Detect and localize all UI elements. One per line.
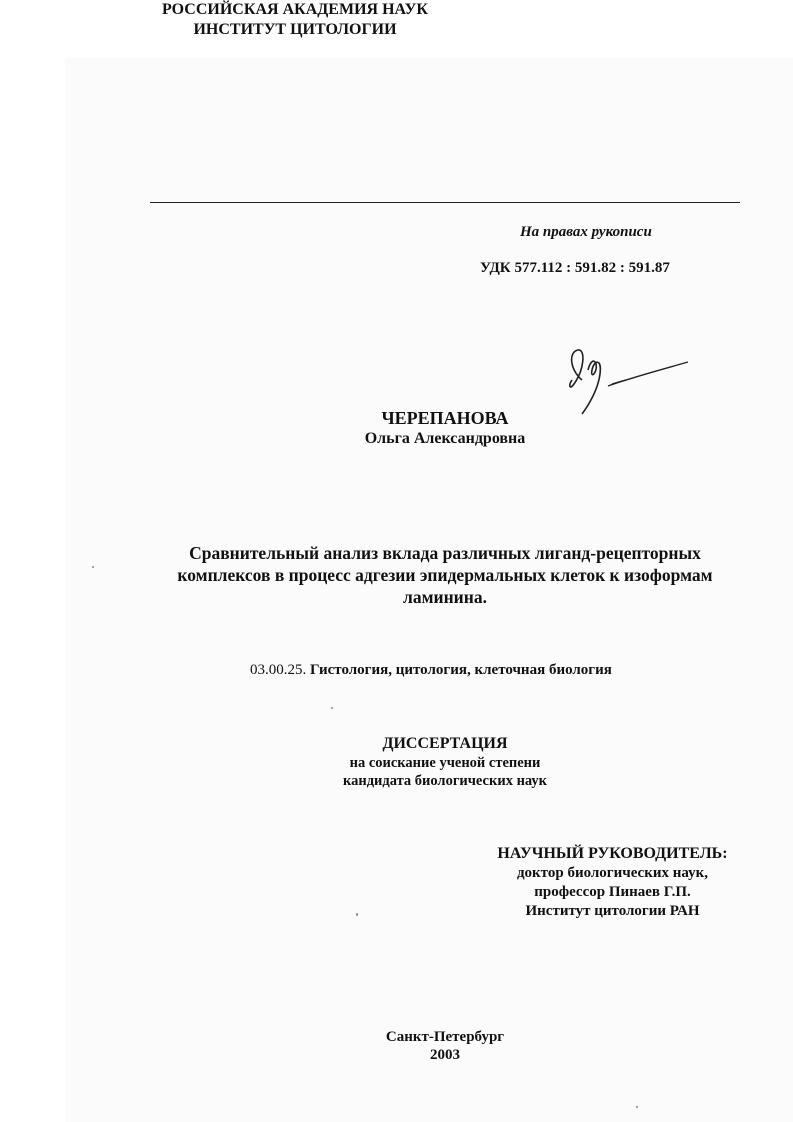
academy-name: РОССИЙСКАЯ АКАДЕМИЯ НАУК: [161, 1, 428, 18]
supervisor-affiliation: Институт цитологии РАН: [525, 903, 700, 919]
institute-name: ИНСТИТУТ ЦИТОЛОГИИ: [193, 21, 397, 38]
udk-code: УДК 577.112 : 591.82 : 591.87: [480, 260, 670, 276]
specialty: [250, 662, 612, 679]
scan-speck: [92, 566, 94, 568]
title-line: комплексов в процесс адгезии эпидермальных клеток к изоформам: [177, 565, 713, 585]
scan-speck: [636, 1106, 638, 1108]
author-given-names: Ольга Александровна: [364, 430, 526, 447]
header-rule: [150, 202, 740, 203]
thesis-degree: кандидата биологических наук: [342, 773, 548, 789]
supervisor-name: профессор Пинаев Г.П.: [534, 884, 691, 900]
dissertation-title: [100, 542, 790, 608]
scan-speck: [356, 913, 358, 916]
supervisor-block: [480, 844, 745, 921]
title-line: Сравнительный анализ вклада различных лиганд-рецепторных: [189, 543, 701, 563]
institution-header: [0, 0, 590, 40]
year: 2003: [430, 1047, 460, 1063]
specialty-name: Гистология, цитология, клеточная биология: [310, 662, 612, 678]
scan-speck: [331, 707, 333, 709]
thesis-type: ДИССЕРТАЦИЯ: [382, 735, 508, 752]
specialty-code: 03.00.25.: [250, 662, 307, 678]
thesis-info: [150, 734, 740, 790]
supervisor-heading: НАУЧНЫЙ РУКОВОДИТЕЛЬ:: [497, 845, 728, 862]
thesis-purpose: на соискание ученой степени: [349, 755, 541, 771]
title-line: ламинина.: [403, 587, 487, 607]
author-surname: ЧЕРЕПАНОВА: [381, 408, 509, 428]
city: Санкт-Петербург: [385, 1029, 505, 1045]
footer: [150, 1028, 740, 1064]
manuscript-note: На правах рукописи: [520, 224, 652, 240]
supervisor-degree: доктор биологических наук,: [516, 865, 709, 881]
